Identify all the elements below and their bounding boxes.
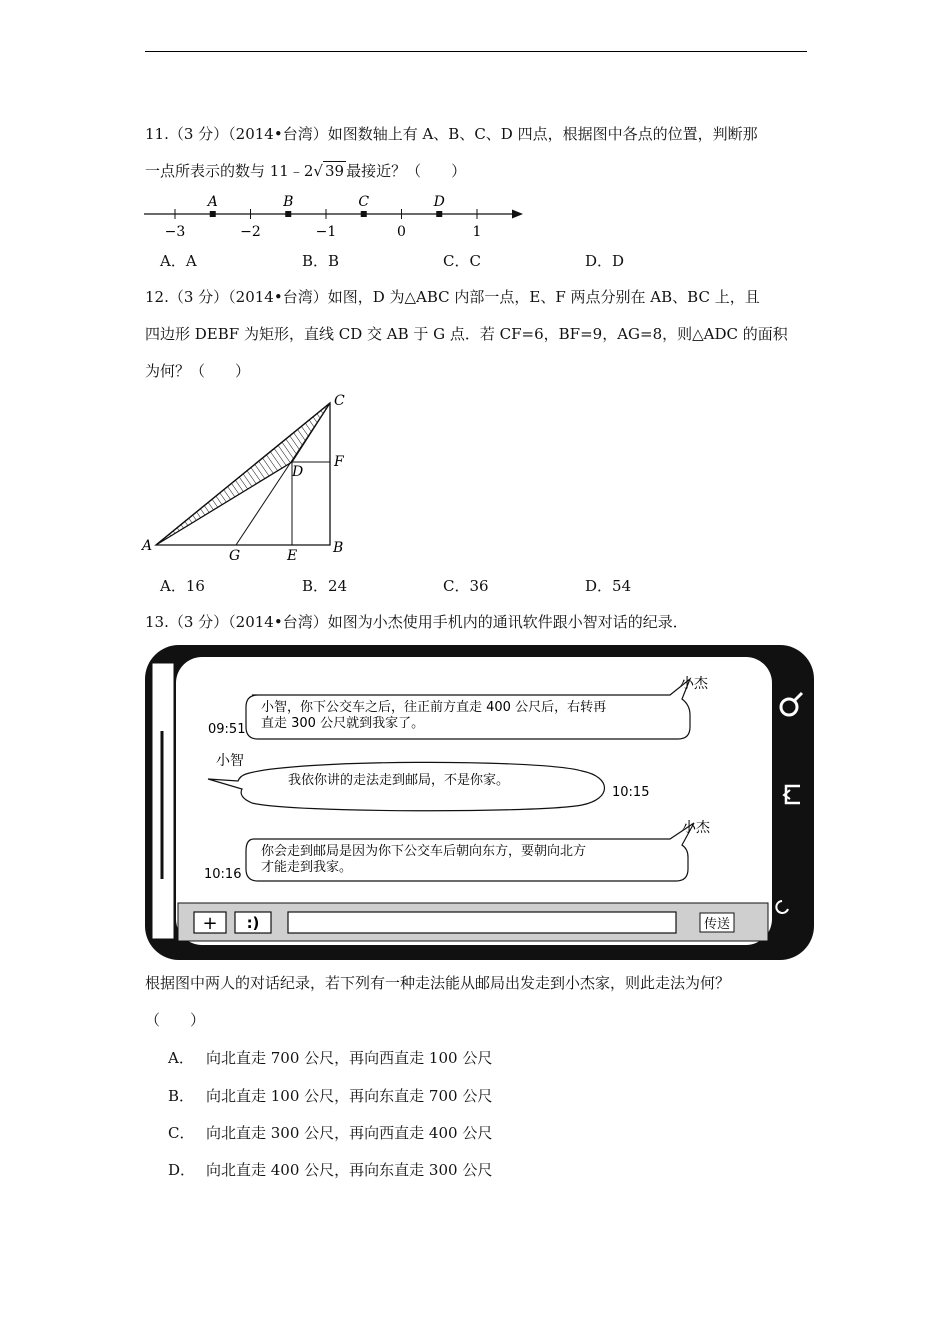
q11-stem-pre: 一点所表示的数与 11﹣2 bbox=[145, 162, 314, 180]
q13-stem-line1: 13.（3 分）（2014•台湾）如图为小杰使用手机内的通讯软件跟小智对话的纪录． bbox=[145, 613, 688, 631]
q13-option-c-text: 向北直走 300 公尺，再向西直走 400 公尺 bbox=[206, 1124, 493, 1142]
q11-numberline bbox=[140, 188, 540, 244]
q12-option-d[interactable]: D．54 bbox=[585, 577, 632, 595]
msg2-sender: 小智 bbox=[216, 753, 244, 769]
numberline-tick-label: −1 bbox=[315, 224, 337, 240]
msg2-time: 10:15 bbox=[612, 785, 650, 800]
q13-after-line1: 根据图中两人的对话纪录，若下列有一种走法能从邮局出发走到小杰家，则此走法为何？ bbox=[145, 974, 731, 992]
q13-after-line2: （ ） bbox=[145, 1011, 206, 1029]
numberline-point-label: B bbox=[283, 194, 294, 210]
q11-stem-line2 bbox=[145, 161, 466, 181]
numberline-point bbox=[210, 211, 216, 217]
q12-stem-line3: 为何？（ ） bbox=[145, 362, 251, 380]
numberline-point bbox=[285, 211, 291, 217]
label-f: F bbox=[334, 454, 344, 470]
q12-triangle-figure bbox=[140, 388, 360, 568]
q11-option-d[interactable]: D．D bbox=[585, 252, 625, 270]
msg3-sender: 小杰 bbox=[682, 820, 710, 836]
q13-phone-figure bbox=[142, 643, 818, 963]
numberline-tick-label: 1 bbox=[472, 224, 482, 240]
q11-stem-post: 最接近？（ ） bbox=[346, 162, 467, 180]
numberline-point bbox=[361, 211, 367, 217]
q12-option-a[interactable]: A．16 bbox=[160, 577, 205, 595]
label-g: G bbox=[229, 548, 241, 564]
q13-option-b[interactable] bbox=[168, 1085, 492, 1106]
label-a: A bbox=[142, 538, 153, 554]
q13-option-d-label: D． bbox=[168, 1161, 196, 1179]
q11-option-a[interactable]: A．A bbox=[160, 252, 197, 270]
send-label: 传送 bbox=[703, 917, 731, 932]
sqrt-symbol: √ 39 bbox=[313, 162, 345, 180]
q13-option-b-label: B． bbox=[168, 1087, 195, 1105]
numberline-point-label: C bbox=[358, 194, 370, 210]
q12-option-b[interactable]: B．24 bbox=[302, 577, 348, 595]
q13-option-c-label: C． bbox=[168, 1124, 195, 1142]
msg3-line2: 才能走到我家。 bbox=[261, 860, 353, 875]
q11-radicand: 39 bbox=[324, 162, 345, 180]
q12-stem-line2: 四边形 DEBF 为矩形，直线 CD 交 AB 于 G 点．若 CF=6，BF=9，AG=8，则△ADC 的面积 bbox=[145, 325, 788, 343]
label-c: C bbox=[334, 393, 345, 409]
q13-option-c[interactable] bbox=[168, 1122, 492, 1143]
header-rule bbox=[145, 51, 807, 52]
msg2-line1: 我依你讲的走法走到邮局，不是你家。 bbox=[288, 773, 510, 788]
msg1-line1: 小智，你下公交车之后，往正前方直走 400 公尺后，右转再 bbox=[261, 700, 607, 715]
q13-option-a-label: A． bbox=[168, 1049, 194, 1067]
numberline-tick-label: −2 bbox=[240, 224, 261, 240]
q13-option-b-text: 向北直走 100 公尺，再向东直走 700 公尺 bbox=[206, 1087, 493, 1105]
message-input[interactable] bbox=[288, 912, 676, 933]
numberline-tick-label: −3 bbox=[164, 224, 186, 240]
q13-option-a-text: 向北直走 700 公尺，再向西直走 100 公尺 bbox=[206, 1049, 493, 1067]
q12-option-c[interactable]: C．36 bbox=[443, 577, 489, 595]
label-e: E bbox=[287, 548, 298, 564]
msg1-time: 09:51 bbox=[208, 722, 246, 737]
numberline-point-label: A bbox=[207, 194, 218, 210]
emoji-icon: :) bbox=[246, 914, 260, 932]
q11-option-c[interactable]: C．C bbox=[443, 252, 481, 270]
label-d: D bbox=[292, 464, 304, 480]
label-b: B bbox=[333, 540, 344, 556]
msg3-line1: 你会走到邮局是因为你下公交车后朝向东方，要朝向北方 bbox=[261, 844, 587, 859]
numberline-point bbox=[436, 211, 442, 217]
plus-icon: + bbox=[202, 913, 218, 934]
q13-option-d-text: 向北直走 400 公尺，再向东直走 300 公尺 bbox=[206, 1161, 493, 1179]
q13-option-a[interactable] bbox=[168, 1047, 492, 1068]
triangle-abc bbox=[156, 403, 330, 545]
msg3-time: 10:16 bbox=[204, 867, 242, 882]
q13-option-d[interactable] bbox=[168, 1159, 492, 1180]
msg1-line2: 直走 300 公尺就到我家了。 bbox=[261, 716, 425, 731]
msg1-sender: 小杰 bbox=[680, 676, 708, 692]
q12-stem-line1: 12.（3 分）（2014•台湾）如图，D 为△ABC 内部一点，E、F 两点分别在 AB、BC 上，且 bbox=[145, 288, 760, 306]
numberline-point-label: D bbox=[433, 194, 445, 210]
q11-option-b[interactable]: B．B bbox=[302, 252, 340, 270]
numberline-tick-label: 0 bbox=[397, 224, 406, 240]
q11-stem-line1: 11.（3 分）（2014•台湾）如图数轴上有 A、B、C、D 四点，根据图中各点的位置，判断那 bbox=[145, 125, 758, 143]
arrow-icon bbox=[512, 210, 523, 219]
